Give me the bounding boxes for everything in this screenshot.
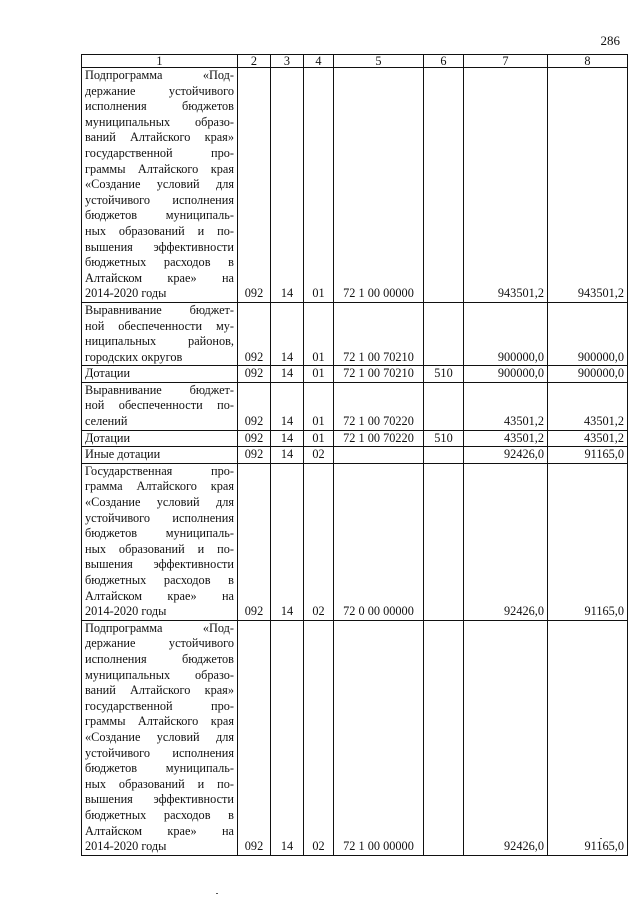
description-line: вышения эффективности [85, 239, 234, 254]
row-description [82, 366, 238, 383]
target-article-code: 72 0 00 00000 [334, 463, 424, 620]
header-cell: 5 [334, 55, 424, 68]
row-description [82, 447, 238, 464]
description-line: Выравнивание бюджет- [85, 302, 234, 317]
description-line: «Создание условий для [85, 177, 234, 192]
subsection-code: 01 [304, 382, 334, 430]
target-article-code: 72 1 00 70210 [334, 366, 424, 383]
amount-year-2: 43501,2 [548, 430, 628, 447]
row-description [82, 68, 238, 303]
target-article-code: 72 1 00 70210 [334, 302, 424, 365]
description-line: вышения эффективности [85, 557, 234, 572]
subsection-code: 02 [304, 620, 334, 855]
description-line: бюджетных расходов в [85, 255, 234, 270]
description-line: бюджетов муниципаль- [85, 761, 234, 776]
table-row [82, 620, 628, 855]
row-description [82, 620, 238, 855]
row-description [82, 382, 238, 430]
description-line: государственной про- [85, 698, 234, 713]
page-number: 286 [600, 33, 620, 48]
row-description [82, 302, 238, 365]
table-row [82, 302, 628, 365]
expense-type-code [424, 68, 464, 303]
expense-type-code: 510 [424, 366, 464, 383]
section-code: 14 [271, 302, 304, 365]
amount-year-1: 43501,2 [464, 382, 548, 430]
row-description [82, 430, 238, 447]
amount-year-2: 43501,2 [548, 382, 628, 430]
ministry-code: 092 [238, 447, 271, 464]
subsection-code: 01 [304, 68, 334, 303]
expense-type-code: 510 [424, 430, 464, 447]
amount-year-2: 900000,0 [548, 366, 628, 383]
description-line: 2014-2020 годы [85, 604, 167, 619]
expense-type-code [424, 620, 464, 855]
amount-year-2: 91165,0 [548, 620, 628, 855]
description-line: бюджетов муниципаль- [85, 208, 234, 223]
description-line: устойчивого исполнения [85, 510, 234, 525]
amount-year-2: 943501,2 [548, 68, 628, 303]
section-code: 14 [271, 68, 304, 303]
description-line: ваний Алтайского края» [85, 130, 234, 145]
ministry-code: 092 [238, 382, 271, 430]
subsection-code: 02 [304, 463, 334, 620]
row-description [82, 463, 238, 620]
scan-speck [216, 893, 218, 894]
header-cell: 1 [82, 55, 238, 68]
description-line: Подпрограмма «Под- [85, 620, 234, 635]
description-line: Алтайском крае» на [85, 823, 234, 838]
header-row [82, 55, 628, 68]
ministry-code: 092 [238, 366, 271, 383]
target-article-code: 72 1 00 70220 [334, 430, 424, 447]
description-line: исполнения бюджетов [85, 651, 234, 666]
description-line: 2014-2020 годы [85, 286, 167, 301]
amount-year-1: 900000,0 [464, 302, 548, 365]
amount-year-1: 43501,2 [464, 430, 548, 447]
target-article-code [334, 447, 424, 464]
amount-year-1: 92426,0 [464, 620, 548, 855]
description-line: государственной про- [85, 145, 234, 160]
description-line: бюджетных расходов в [85, 807, 234, 822]
table-row [82, 68, 628, 303]
description-line: Государственная про- [85, 463, 234, 478]
description-line: Алтайском крае» на [85, 270, 234, 285]
subsection-code: 01 [304, 302, 334, 365]
description-line: ных образований и по- [85, 541, 234, 556]
scan-speck [600, 838, 602, 839]
description-line: исполнения бюджетов [85, 99, 234, 114]
amount-year-1: 900000,0 [464, 366, 548, 383]
expense-type-code [424, 382, 464, 430]
amount-year-1: 92426,0 [464, 463, 548, 620]
ministry-code: 092 [238, 302, 271, 365]
table-row [82, 447, 628, 464]
table-row [82, 366, 628, 383]
subsection-code: 01 [304, 430, 334, 447]
description-line: ных образований и по- [85, 776, 234, 791]
ministry-code: 092 [238, 620, 271, 855]
target-article-code: 72 1 00 70220 [334, 382, 424, 430]
ministry-code: 092 [238, 463, 271, 620]
description-line: муниципальных образо- [85, 114, 234, 129]
amount-year-1: 943501,2 [464, 68, 548, 303]
section-code: 14 [271, 447, 304, 464]
section-code: 14 [271, 382, 304, 430]
amount-year-2: 91165,0 [548, 463, 628, 620]
expense-type-code [424, 447, 464, 464]
subsection-code: 01 [304, 366, 334, 383]
budget-table [81, 54, 628, 856]
description-line: городских округов [85, 349, 183, 364]
description-line: ных образований и по- [85, 223, 234, 238]
section-code: 14 [271, 366, 304, 383]
table-row [82, 463, 628, 620]
description-line: грамма Алтайского края [85, 479, 234, 494]
section-code: 14 [271, 463, 304, 620]
header-cell: 7 [464, 55, 548, 68]
description-line: ной обеспеченности му- [85, 318, 234, 333]
description-line: ниципальных районов, [85, 334, 234, 349]
table-row [82, 430, 628, 447]
amount-year-1: 92426,0 [464, 447, 548, 464]
description-line: бюджетов муниципаль- [85, 526, 234, 541]
section-code: 14 [271, 430, 304, 447]
description-line: ваний Алтайского края» [85, 683, 234, 698]
description-line: держание устойчивого [85, 636, 234, 651]
description-line: Алтайском крае» на [85, 588, 234, 603]
description-line: граммы Алтайского края [85, 714, 234, 729]
ministry-code: 092 [238, 68, 271, 303]
table-row [82, 382, 628, 430]
ministry-code: 092 [238, 430, 271, 447]
subsection-code: 02 [304, 447, 334, 464]
section-code: 14 [271, 620, 304, 855]
description-line: Выравнивание бюджет- [85, 382, 234, 397]
description-line: вышения эффективности [85, 792, 234, 807]
description-line: ной обеспеченности по- [85, 398, 234, 413]
description-line: устойчивого исполнения [85, 192, 234, 207]
header-cell: 8 [548, 55, 628, 68]
amount-year-2: 91165,0 [548, 447, 628, 464]
description-line: держание устойчивого [85, 83, 234, 98]
amount-year-2: 900000,0 [548, 302, 628, 365]
description-line: Иные дотации [85, 447, 161, 462]
header-cell: 6 [424, 55, 464, 68]
description-line: Подпрограмма «Под- [85, 68, 234, 82]
description-line: Дотации [85, 366, 131, 381]
target-article-code: 72 1 00 00000 [334, 68, 424, 303]
description-line: Дотации [85, 430, 131, 445]
header-cell: 4 [304, 55, 334, 68]
description-line: 2014-2020 годы [85, 839, 167, 854]
description-line: граммы Алтайского края [85, 161, 234, 176]
header-cell: 3 [271, 55, 304, 68]
description-line: муниципальных образо- [85, 667, 234, 682]
target-article-code: 72 1 00 00000 [334, 620, 424, 855]
description-line: бюджетных расходов в [85, 573, 234, 587]
header-cell: 2 [238, 55, 271, 68]
expense-type-code [424, 463, 464, 620]
description-line: селений [85, 414, 128, 429]
description-line: «Создание условий для [85, 729, 234, 744]
expense-type-code [424, 302, 464, 365]
description-line: «Создание условий для [85, 495, 234, 510]
description-line: устойчивого исполнения [85, 745, 234, 760]
